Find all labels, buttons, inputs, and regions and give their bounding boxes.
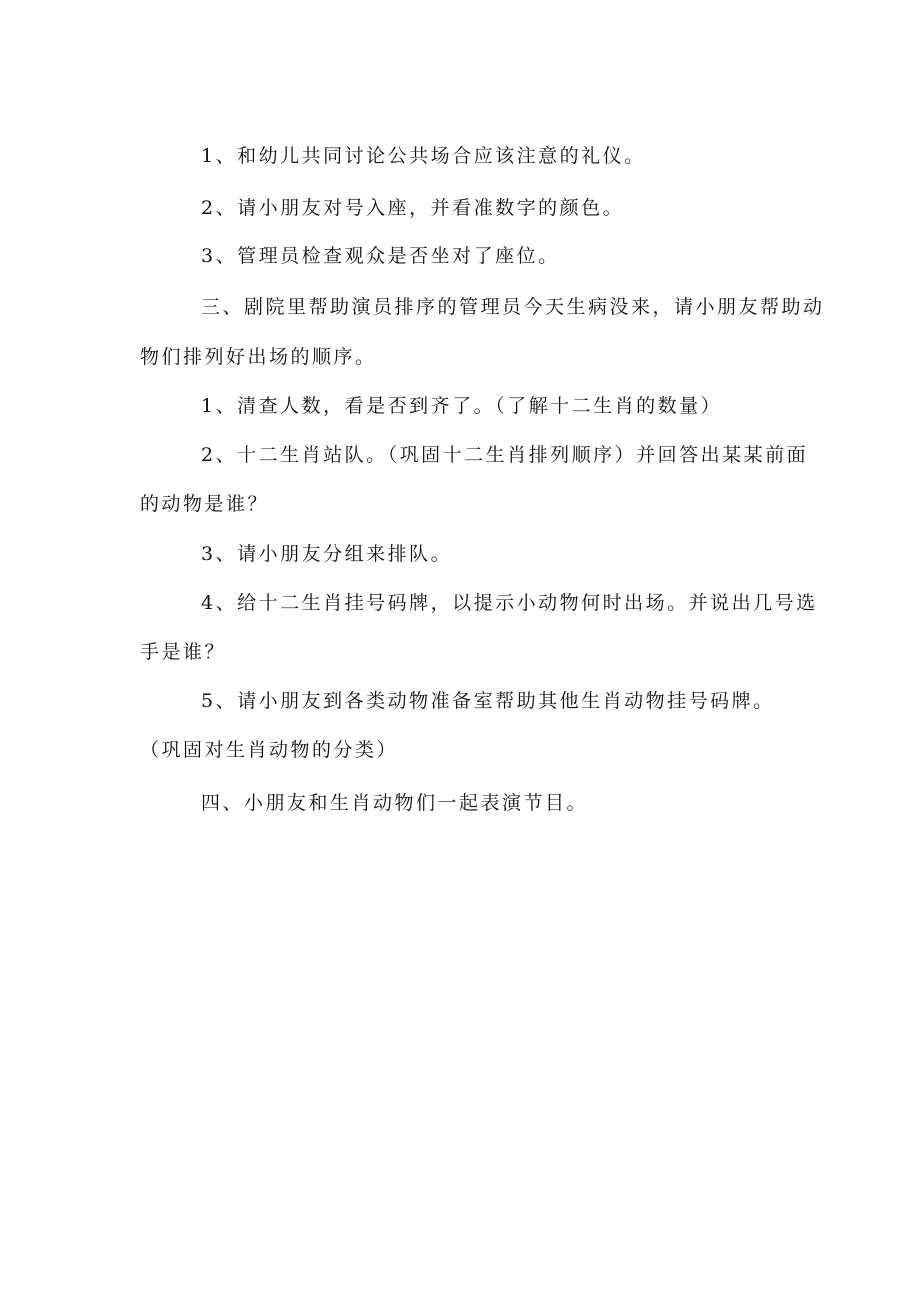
step-2-seat-by-number: 2、请小朋友对号入座，并看准数字的颜色。 <box>201 197 625 219</box>
step-1-discuss-etiquette: 1、和幼儿共同讨论公共场合应该注意的礼仪。 <box>201 145 646 167</box>
step-3-check-seats: 3、管理员检查观众是否坐对了座位。 <box>201 245 560 267</box>
step-5-prep-room-continued: （巩固对生肖动物的分类） <box>140 739 399 761</box>
step-2-line-up: 2、十二生肖站队。（巩固十二生肖排列顺序）并回答出某某前面 <box>201 444 809 466</box>
section-4-heading: 四、小朋友和生肖动物们一起表演节目。 <box>201 792 589 814</box>
step-4-number-tags-continued: 手是谁？ <box>140 641 227 663</box>
step-3-group-queue: 3、请小朋友分组来排队。 <box>201 543 453 565</box>
section-3-heading: 三、剧院里帮助演员排序的管理员今天生病没来，请小朋友帮助动 <box>201 296 825 318</box>
step-5-prep-room: 5、请小朋友到各类动物准备室帮助其他生肖动物挂号码牌。 <box>201 690 775 712</box>
step-1-count-animals: 1、清查人数，看是否到齐了。（了解十二生肖的数量） <box>201 395 723 417</box>
section-3-heading-continued: 物们排列好出场的顺序。 <box>140 346 377 368</box>
step-2-line-up-continued: 的动物是谁？ <box>140 493 270 515</box>
step-4-number-tags: 4、给十二生肖挂号码牌，以提示小动物何时出场。并说出几号选 <box>201 592 818 614</box>
